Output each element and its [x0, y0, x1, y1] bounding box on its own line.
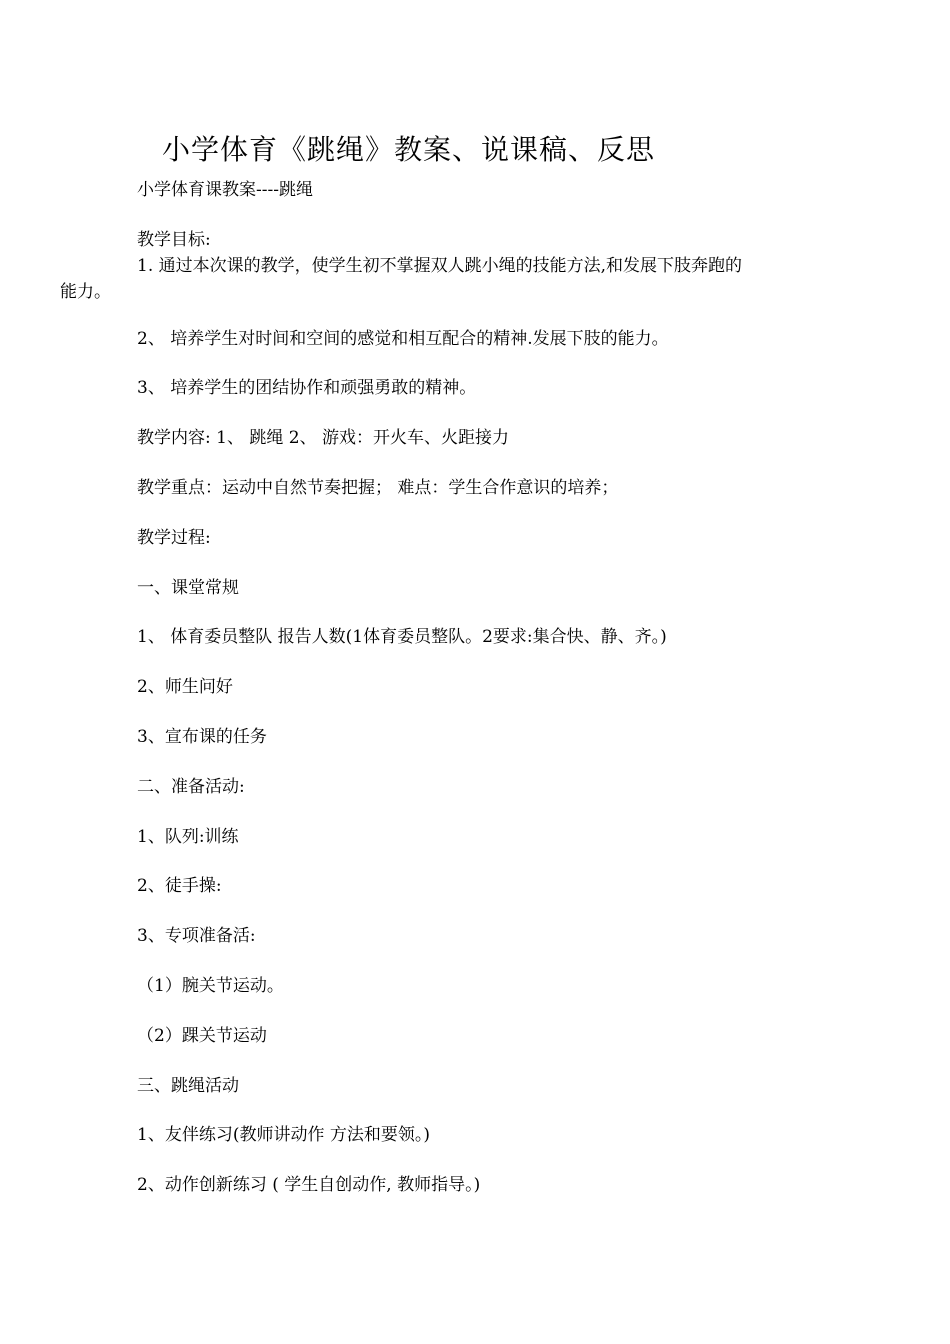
goal-1-line-2: 能力。	[60, 282, 111, 302]
section-2-item-3: 3、专项准备活:	[137, 926, 256, 946]
section-3-item-1: 1、友伴练习(教师讲动作 方法和要领。)	[137, 1125, 430, 1145]
teaching-content: 教学内容: 1、 跳绳 2、 游戏：开火车、火距接力	[137, 428, 509, 448]
section-2-heading: 二、准备活动:	[137, 777, 245, 797]
goal-3: 3、 培养学生的团结协作和顽强勇敢的精神。	[137, 378, 477, 398]
document-subtitle: 小学体育课教案----跳绳	[137, 180, 313, 200]
section-2-sub-2: （2）踝关节运动	[137, 1026, 267, 1046]
section-1-item-2: 2、师生问好	[137, 677, 233, 697]
section-3-heading: 三、跳绳活动	[137, 1076, 239, 1096]
key-points: 教学重点：运动中自然节奏把握； 难点：学生合作意识的培养；	[137, 478, 619, 498]
goal-1-line-1: 1. 通过本次课的教学，使学生初不掌握双人跳小绳的技能方法,和发展下肢奔跑的	[137, 256, 743, 276]
goals-heading: 教学目标:	[137, 230, 211, 250]
goal-2: 2、 培养学生对时间和空间的感觉和相互配合的精神.发展下肢的能力。	[137, 329, 669, 349]
section-1-heading: 一、课堂常规	[137, 578, 239, 598]
section-2-item-1: 1、队列:训练	[137, 827, 239, 847]
section-2-sub-1: （1）腕关节运动。	[137, 976, 284, 996]
section-1-item-1: 1、 体育委员整队 报告人数(1体育委员整队。2要求:集合快、静、齐。)	[137, 627, 667, 647]
document-title: 小学体育《跳绳》教案、说课稿、反思	[162, 133, 656, 166]
section-2-item-2: 2、徒手操:	[137, 876, 222, 896]
section-3-item-2: 2、动作创新练习 ( 学生自创动作, 教师指导。)	[137, 1175, 481, 1195]
process-heading: 教学过程:	[137, 528, 211, 548]
section-1-item-3: 3、宣布课的任务	[137, 727, 267, 747]
